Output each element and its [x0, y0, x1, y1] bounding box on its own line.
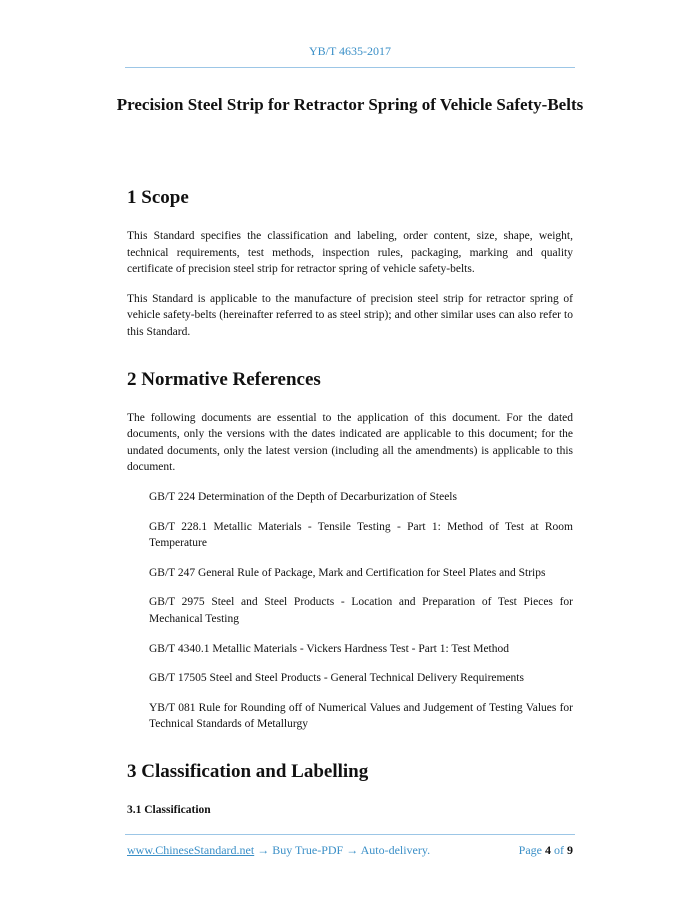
reference-item: GB/T 2975 Steel and Steel Products - Location and Preparation of Test Pieces for Mechanical Testing	[149, 596, 573, 625]
scope-paragraph-2: This Standard is applicable to the manufacture of precision steel strip for retractor spring of vehicle safety-belts (hereinafter referred to as steel strip); and other similar uses can also refer to this Standard.	[127, 292, 573, 338]
document-title: Precision Steel Strip for Retractor Spring of Vehicle Safety-Belts	[116, 95, 584, 114]
page-total: 9	[567, 843, 573, 857]
reference-item: GB/T 228.1 Metallic Materials - Tensile Testing - Part 1: Method of Test at Room Temperature	[149, 520, 573, 550]
buy-pdf-text: → Buy True-PDF → Auto-delivery.	[254, 843, 431, 857]
scope-paragraph-1: This Standard specifies the classification and labeling, order content, size, shape, weight, technical requirements, test methods, inspection rules, packaging, marking and quality certificate of precision steel strip for retractor spring of vehicle safety-belts.	[127, 230, 573, 276]
document-code-header: YB/T 4635-2017	[308, 44, 392, 58]
subsection-heading-classification: 3.1 Classification	[127, 803, 211, 816]
reference-item: GB/T 4340.1 Metallic Materials - Vickers Hardness Test - Part 1: Test Method	[149, 642, 509, 655]
section-heading-scope: 1 Scope	[127, 187, 189, 208]
page-footer	[127, 843, 573, 858]
reference-item: GB/T 17505 Steel and Steel Products - General Technical Delivery Requirements	[149, 672, 524, 685]
header-divider	[125, 67, 575, 68]
page-indicator	[519, 843, 573, 858]
reference-item: YB/T 081 Rule for Rounding off of Numerical Values and Judgement of Testing Values for Technical Standards of Metallurgy	[149, 701, 573, 731]
website-link[interactable]: www.ChineseStandard.net	[127, 843, 255, 857]
section-heading-normative-references: 2 Normative References	[127, 368, 321, 390]
reference-item: GB/T 224 Determination of the Depth of Decarburization of Steels	[149, 490, 457, 503]
footer-divider	[125, 834, 575, 835]
normative-intro-paragraph: The following documents are essential to the application of this document. For the dated documents, only the versions with the dates indicated are applicable to this document; for the undated documents, only the latest version (including all the amendments) is applicable to this document.	[127, 411, 573, 474]
page-label: Page	[518, 843, 542, 857]
page-of-label: of	[554, 843, 564, 857]
page-current: 4	[545, 843, 551, 857]
document-body	[127, 186, 573, 818]
reference-item: GB/T 247 General Rule of Package, Mark and Certification for Steel Plates and Strips	[149, 566, 546, 579]
section-heading-classification: 3 Classification and Labelling	[127, 760, 369, 782]
